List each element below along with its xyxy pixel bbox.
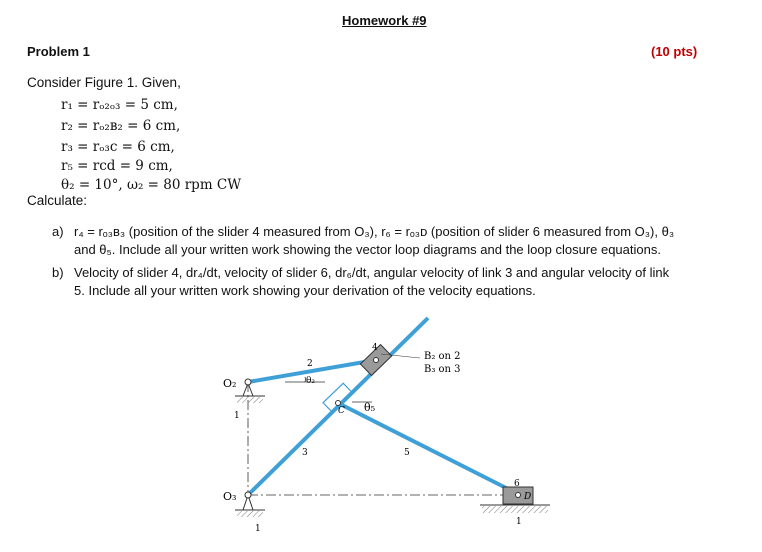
- ground-slider6-hatch: [482, 506, 548, 513]
- pin-d: [516, 493, 521, 498]
- pin-o3: [245, 492, 251, 498]
- intro-text: Consider Figure 1. Given,: [27, 75, 181, 90]
- ground-o3-hatch: [237, 511, 263, 517]
- part-b-label: b): [52, 265, 64, 280]
- label-link3: 3: [302, 448, 308, 458]
- label-b3: B₃ on 3: [424, 364, 461, 375]
- pin-b: [374, 358, 379, 363]
- given-theta2: θ₂ = 10°, ω₂ = 80 rpm CW: [61, 177, 242, 193]
- part-a-line2: and θ₅. Include all your written work showing the vector loop diagrams and the loop closure equations.: [74, 242, 661, 257]
- label-link4: 4: [372, 343, 378, 353]
- page-title: Homework #9: [342, 13, 427, 28]
- label-link5: 5: [404, 448, 410, 458]
- label-link1-left: 1: [234, 411, 240, 421]
- part-b-line2: 5. Include all your written work showing your derivation of the velocity equations.: [74, 283, 536, 298]
- part-a-label: a): [52, 224, 64, 239]
- link5: [338, 403, 520, 495]
- problem-points: (10 pts): [651, 44, 698, 59]
- given-r2: r₂ = rₒ₂ʙ₂ = 6 cm,: [61, 118, 181, 134]
- label-link1-bottom: 1: [255, 524, 261, 534]
- ground-o2-hatch: [237, 397, 263, 403]
- pin-c: [336, 401, 341, 406]
- label-o2: O₂: [223, 377, 237, 390]
- label-c: C: [338, 406, 345, 416]
- given-r5: r₅ = rcd = 9 cm,: [61, 158, 173, 174]
- part-b-line1: Velocity of slider 4, dr₄/dt, velocity of slider 6, dr₆/dt, angular velocity of link 3 and angular velocity of link: [74, 265, 670, 280]
- label-b2: B₂ on 2: [424, 351, 461, 362]
- label-link6: 6: [514, 479, 520, 489]
- given-r1: r₁ = rₒ₂ₒ₃ = 5 cm,: [61, 97, 178, 113]
- problem-label: Problem 1: [27, 44, 90, 59]
- label-d: D: [524, 492, 532, 502]
- label-theta5: θ₅: [364, 401, 376, 414]
- given-r3: r₃ = rₒ₃c = 6 cm,: [61, 139, 175, 155]
- label-theta2: θ₂: [306, 376, 316, 386]
- part-a-line1: r₄ = rₒ₃ʙ₃ (position of the slider 4 measured from O₃), r₆ = rₒ₃ᴅ (position of slider 6 measured from O₃), θ₃: [74, 224, 675, 239]
- label-link1-right: 1: [516, 517, 522, 527]
- pin-o2: [245, 379, 251, 385]
- calculate-label: Calculate:: [27, 193, 88, 208]
- label-o3: O₃: [223, 490, 237, 503]
- label-link2: 2: [307, 359, 313, 369]
